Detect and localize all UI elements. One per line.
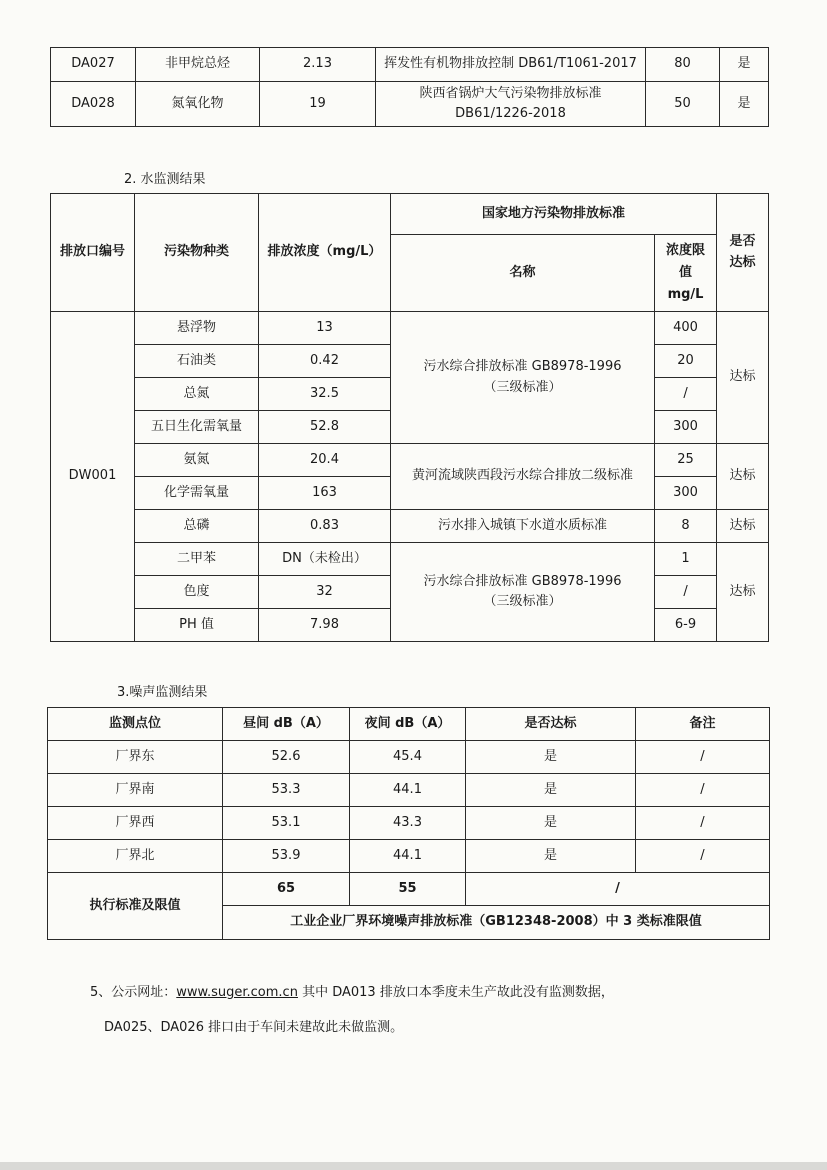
compliant: 是 xyxy=(466,840,636,873)
standard-name: 污水排入城镇下水道水质标准 xyxy=(391,510,655,543)
pollutant: 总氮 xyxy=(135,378,259,411)
pollutant: 氮氧化物 xyxy=(136,82,260,127)
limit: 6-9 xyxy=(655,609,717,642)
concentration: DN（未检出） xyxy=(259,543,391,576)
pollutant: 悬浮物 xyxy=(135,312,259,345)
day-value: 52.6 xyxy=(223,741,350,774)
standard-name: 黄河流域陕西段污水综合排放二级标准 xyxy=(391,444,655,510)
header-day: 昼间 dB（A） xyxy=(223,708,350,741)
header-night: 夜间 dB（A） xyxy=(350,708,466,741)
night-value: 45.4 xyxy=(350,741,466,774)
header-outlet: 排放口编号 xyxy=(51,194,135,312)
outlet-id: DW001 xyxy=(51,312,135,642)
limit: 20 xyxy=(655,345,717,378)
pollutant: 氨氮 xyxy=(135,444,259,477)
monitor-point: 厂界东 xyxy=(48,741,223,774)
monitor-point: 厂界西 xyxy=(48,807,223,840)
concentration: 0.83 xyxy=(259,510,391,543)
concentration: 7.98 xyxy=(259,609,391,642)
compliant: 是 xyxy=(720,48,769,82)
compliant: 是 xyxy=(466,774,636,807)
night-limit: 55 xyxy=(350,873,466,906)
compliant: 是 xyxy=(720,82,769,127)
air-emission-table xyxy=(50,47,769,127)
header-pollutant: 污染物种类 xyxy=(135,194,259,312)
standard-name: 污水综合排放标准 GB8978-1996 （三级标准） xyxy=(391,312,655,444)
table-row xyxy=(48,774,770,807)
table-row xyxy=(51,444,769,477)
concentration: 2.13 xyxy=(260,48,376,82)
compliant: 是 xyxy=(466,741,636,774)
water-monitoring-table xyxy=(50,193,769,642)
header-remark: 备注 xyxy=(636,708,770,741)
concentration: 19 xyxy=(260,82,376,127)
concentration: 13 xyxy=(259,312,391,345)
outlet-id: DA027 xyxy=(51,48,136,82)
limit: 1 xyxy=(655,543,717,576)
remark: / xyxy=(636,840,770,873)
table-row xyxy=(48,807,770,840)
remark: / xyxy=(636,741,770,774)
remark: / xyxy=(636,774,770,807)
water-section-heading: 2. 水监测结果 xyxy=(124,172,206,187)
compliant: 达标 xyxy=(717,312,769,444)
limit: 80 xyxy=(646,48,720,82)
header-row xyxy=(51,194,769,235)
footer-note-line-1 xyxy=(90,981,790,1000)
header-limit: 浓度限 值 mg/L xyxy=(655,235,717,312)
standard-text: 工业企业厂界环境噪声排放标准（GB12348-2008）中 3 类标准限值 xyxy=(223,906,770,940)
day-value: 53.3 xyxy=(223,774,350,807)
table-row xyxy=(48,741,770,774)
concentration: 32.5 xyxy=(259,378,391,411)
standard-name: 挥发性有机物排放控制 DB61/T1061-2017 xyxy=(376,48,646,82)
table-row xyxy=(51,543,769,576)
concentration: 20.4 xyxy=(259,444,391,477)
header-standard-group: 国家地方污染物排放标准 xyxy=(391,194,717,235)
header-concentration: 排放浓度（mg/L） xyxy=(259,194,391,312)
compliant: 达标 xyxy=(717,543,769,642)
compliant: 达标 xyxy=(717,444,769,510)
day-value: 53.9 xyxy=(223,840,350,873)
monitor-point: 厂界北 xyxy=(48,840,223,873)
footer-note-line-2: DA025、DA026 排口由于车间未建故此未做监测。 xyxy=(104,1020,404,1035)
header-point: 监测点位 xyxy=(48,708,223,741)
night-value: 43.3 xyxy=(350,807,466,840)
standard-label: 执行标准及限值 xyxy=(48,873,223,940)
table-row xyxy=(51,312,769,345)
footer-note-text: 其中 DA013 排放口本季度未生产故此没有监测数据， xyxy=(297,985,614,1000)
table-row xyxy=(51,82,769,127)
header-standard-name: 名称 xyxy=(391,235,655,312)
table-row xyxy=(51,48,769,82)
pollutant: 五日生化需氧量 xyxy=(135,411,259,444)
table-row xyxy=(51,510,769,543)
limit: 300 xyxy=(655,477,717,510)
concentration: 0.42 xyxy=(259,345,391,378)
night-value: 44.1 xyxy=(350,774,466,807)
noise-section-heading: 3.噪声监测结果 xyxy=(117,685,208,700)
limit-slash: / xyxy=(466,873,770,906)
day-limit: 65 xyxy=(223,873,350,906)
website-link[interactable]: www.suger.com.cn xyxy=(176,985,298,1000)
monitor-point: 厂界南 xyxy=(48,774,223,807)
night-value: 44.1 xyxy=(350,840,466,873)
table-row xyxy=(48,840,770,873)
pollutant: 色度 xyxy=(135,576,259,609)
header-compliant: 是否达标 xyxy=(466,708,636,741)
footer-prefix: 5、公示网址： xyxy=(90,985,177,1000)
limit: / xyxy=(655,378,717,411)
pollutant: 总磷 xyxy=(135,510,259,543)
standard-name: 陕西省锅炉大气污染物排放标准 DB61/1226-2018 xyxy=(376,82,646,127)
limit: 25 xyxy=(655,444,717,477)
pollutant: 非甲烷总烃 xyxy=(136,48,260,82)
pollutant: 石油类 xyxy=(135,345,259,378)
pollutant: 化学需氧量 xyxy=(135,477,259,510)
compliant: 达标 xyxy=(717,510,769,543)
remark: / xyxy=(636,807,770,840)
limit: 400 xyxy=(655,312,717,345)
table-row xyxy=(48,873,770,906)
concentration: 52.8 xyxy=(259,411,391,444)
standard-name: 污水综合排放标准 GB8978-1996 （三级标准） xyxy=(391,543,655,642)
outlet-id: DA028 xyxy=(51,82,136,127)
pollutant: PH 值 xyxy=(135,609,259,642)
pollutant: 二甲苯 xyxy=(135,543,259,576)
limit: 50 xyxy=(646,82,720,127)
page-bottom-edge xyxy=(0,1162,827,1170)
limit: 8 xyxy=(655,510,717,543)
header-row xyxy=(48,708,770,741)
limit: 300 xyxy=(655,411,717,444)
header-compliant: 是否 达标 xyxy=(717,194,769,312)
compliant: 是 xyxy=(466,807,636,840)
day-value: 53.1 xyxy=(223,807,350,840)
concentration: 163 xyxy=(259,477,391,510)
limit: / xyxy=(655,576,717,609)
noise-monitoring-table xyxy=(47,707,770,940)
concentration: 32 xyxy=(259,576,391,609)
